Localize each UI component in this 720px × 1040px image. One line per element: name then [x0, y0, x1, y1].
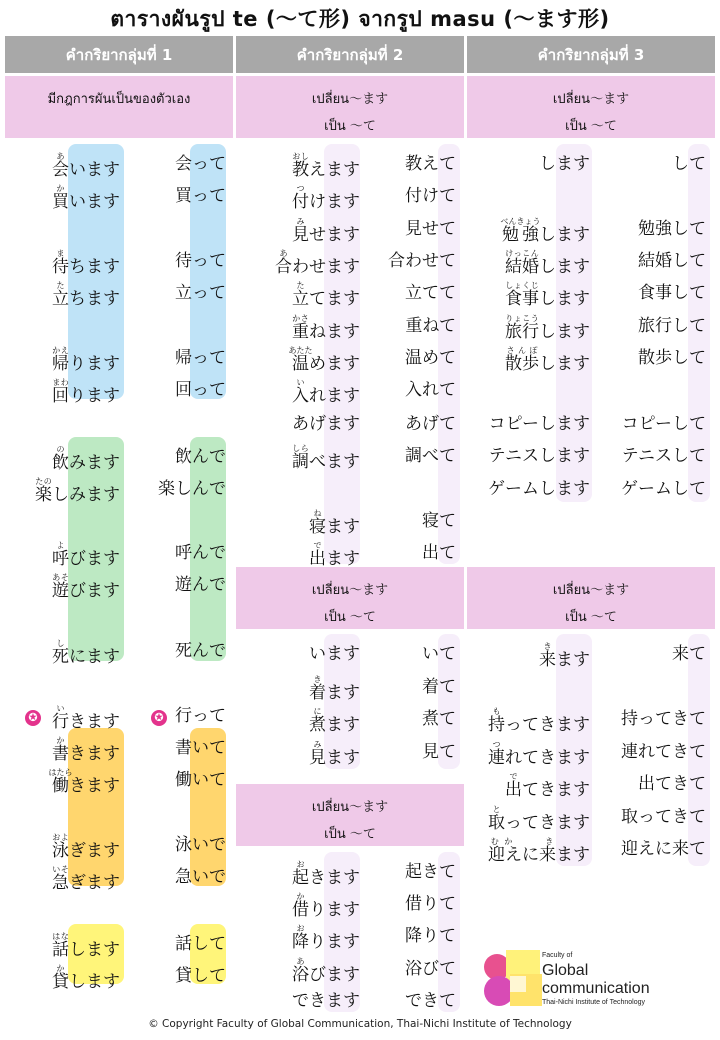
g2c-te-form: 浴びて [405, 959, 456, 979]
ruby-word: 死し [52, 639, 69, 667]
g1-te-form: 行って [175, 706, 226, 726]
g2-te-form: 出て [422, 543, 456, 563]
g3b-te-form: 連れてきて [621, 742, 706, 762]
g1-te-form: 立って [175, 283, 226, 303]
g1-masu-form: 話はなします [52, 932, 120, 960]
g2-te-form: 合わせて [388, 251, 456, 271]
g3-masu-form: 結婚けっこんします [505, 249, 590, 277]
g1-masu-form: 急いそぎます [52, 865, 120, 893]
furigana: し [52, 639, 69, 648]
ruby-word: 立た [292, 281, 309, 309]
ruby-word: 遊あそ [52, 573, 69, 601]
g1-te-form: 貸して [175, 966, 226, 986]
g3b-te-form: 取ってきて [621, 807, 706, 827]
ruby-word: 行い [52, 704, 69, 732]
g3-masu-form: 旅行りょこうします [505, 314, 590, 342]
ruby-word: 取と [488, 805, 505, 833]
g1-te-form: 泳いで [175, 835, 226, 855]
ruby-word: 寝ね [309, 509, 326, 537]
g2-te-form: 温めて [405, 348, 456, 368]
g3-te-form: 旅行して [638, 316, 706, 336]
ruby-word: 出で [309, 541, 326, 569]
furigana: み [292, 217, 309, 226]
g3-masu-form: 散歩さんぽします [505, 346, 590, 374]
group2-rule-line1: เปลี่ยน〜ます [311, 92, 389, 107]
ruby-word: 煮に [309, 707, 326, 735]
ruby-word: 持も [488, 707, 505, 735]
furigana: ね [309, 509, 326, 518]
group3-mid-line2: เป็น 〜て [565, 610, 617, 625]
g1-masu-form: 帰かえります [52, 346, 120, 374]
header-group-1 [5, 36, 233, 73]
furigana: あ [292, 957, 309, 966]
copyright-footer: © Copyright Faculty of Global Communication, Thai-Nichi Institute of Technology [148, 1018, 572, 1030]
furigana: か [52, 736, 69, 745]
ruby-word: 降お [292, 924, 309, 952]
furigana: か [52, 964, 69, 973]
furigana: い [292, 378, 309, 387]
group2-bottom-line2: เป็น 〜て [324, 827, 376, 842]
g2b-te-form: いて [422, 644, 456, 664]
logo-line2: communication [542, 980, 650, 997]
ruby-word: 貸か [52, 964, 69, 992]
g2-te-form: 寝て [422, 511, 456, 531]
g2-row [0, 533, 720, 569]
furigana: い [52, 704, 69, 713]
g3-masu-form: コピーします [488, 414, 590, 434]
g2c-te-form: できて [405, 991, 456, 1011]
furigana: りょこう [505, 314, 539, 323]
g3b-row [0, 829, 720, 865]
g3-row [0, 338, 720, 374]
furigana: た [52, 281, 69, 290]
ruby-word: 待ま [52, 249, 69, 277]
g3b-row [0, 699, 720, 735]
g3b-row [0, 797, 720, 833]
g3-te-form: 勉強して [638, 219, 706, 239]
ruby-word: 出で [505, 772, 522, 800]
g3b-te-form: 出てきて [638, 774, 706, 794]
ruby-word: 回まわ [52, 378, 69, 406]
g2-te-form: 入れて [405, 380, 456, 400]
g3-te-form: テニスして [621, 446, 706, 466]
furigana: かえ [52, 346, 69, 355]
furigana: つ [292, 184, 309, 193]
g2c-masu-form: 借かります [292, 892, 360, 920]
g2c-te-form: 降りて [405, 926, 456, 946]
g3-masu-form: テニスします [488, 446, 590, 466]
group2-rule-line2: เป็น 〜て [324, 119, 376, 134]
ruby-word: 帰かえ [52, 346, 69, 374]
furigana: み [309, 740, 326, 749]
ruby-word: 調しら [292, 444, 309, 472]
furigana: あたた [288, 346, 313, 355]
g2-masu-form: 見みせます [292, 217, 360, 245]
g3-masu-form: します [539, 154, 590, 174]
g2-masu-form: 入いれます [292, 378, 360, 406]
page-title: ตารางผันรูป te (〜て形) จากรูป masu (〜ます形) [110, 7, 610, 31]
g3b-masu-form: 来きます [539, 642, 590, 670]
logo-line3: Thai-Nichi Institute of Technology [542, 999, 645, 1006]
g2b-masu-form: います [309, 644, 360, 664]
ruby-word: 旅行りょこう [505, 314, 539, 342]
furigana: で [505, 772, 522, 781]
star-icon: ✪ [25, 710, 41, 726]
g3b-masu-form: 持もってきます [488, 707, 590, 735]
ruby-word: 合あ [275, 249, 292, 277]
group3-mid-line1: เปลี่ยน〜ます [552, 583, 630, 598]
g3-masu-form: ゲームします [488, 479, 590, 499]
star-icon: ✪ [151, 710, 167, 726]
g3-row [0, 241, 720, 277]
g3-te-form: 結婚して [638, 251, 706, 271]
header-group-2 [236, 36, 464, 73]
furigana: つ [488, 740, 505, 749]
faculty-logo [484, 950, 684, 1010]
g3-row [0, 469, 720, 501]
g1-te-form: 話して [175, 934, 226, 954]
ruby-word: 話はな [52, 932, 69, 960]
furigana: まわ [52, 378, 69, 387]
g1-masu-form: 遊あそびます [52, 573, 120, 601]
ruby-word: 起お [292, 860, 309, 888]
g2c-masu-form: 浴あびます [292, 957, 360, 985]
g2b-masu-form: 見みます [309, 740, 360, 768]
furigana: よ [52, 541, 69, 550]
furigana: およ [52, 833, 69, 842]
g2b-te-form: 見て [422, 742, 456, 762]
g2-masu-form: 温あたためます [288, 346, 360, 374]
furigana: さんぽ [505, 346, 539, 355]
g1-te-form: 待って [175, 251, 226, 271]
g3-masu-form: 勉強べんきょうします [500, 217, 590, 245]
ruby-word: 急いそ [52, 865, 69, 893]
furigana: も [488, 707, 505, 716]
header-group-3-label: คำกริยากลุ่มที่ 3 [537, 45, 645, 64]
ruby-word: 飲の [52, 445, 69, 473]
group2-mid-line2: เป็น 〜て [324, 610, 376, 625]
g2c-masu-form: できます [292, 991, 360, 1011]
g2c-row [0, 916, 720, 952]
g1-te-form: 働いて [175, 770, 226, 790]
g2-masu-form: 立たてます [292, 281, 360, 309]
g1-masu-form: 呼よびます [52, 541, 120, 569]
furigana: はな [52, 932, 69, 941]
g3-te-form: して [672, 154, 706, 174]
ruby-word: 買か [52, 184, 69, 212]
furigana: の [52, 445, 69, 454]
g1-masu-form: 飲のみます [52, 445, 120, 473]
g3b-te-form: 迎えに来て [621, 839, 706, 859]
g3b-row [0, 634, 720, 670]
g2-masu-form: 付つけます [292, 184, 360, 212]
furigana: で [309, 541, 326, 550]
g2-masu-form: 調しらべます [292, 444, 360, 472]
furigana: たの [35, 477, 52, 486]
furigana: お [292, 924, 309, 933]
g2-te-form: 付けて [405, 186, 456, 206]
g3b-masu-form: 連つれてきます [488, 740, 590, 768]
furigana: か [292, 892, 309, 901]
g1-te-form: 買って [175, 186, 226, 206]
furigana: けっこん [505, 249, 539, 258]
g2-row [0, 501, 720, 537]
ruby-word: 結婚けっこん [505, 249, 539, 277]
g1-masu-form: 死しにます [52, 639, 120, 667]
g3-row [0, 209, 720, 245]
ruby-word: 散歩さんぽ [505, 346, 539, 374]
logo-line1: Global [542, 962, 589, 979]
g1-te-form: 呼んで [175, 543, 226, 563]
group3-rule-line1: เปลี่ยน〜ます [552, 92, 630, 107]
g2b-masu-form: 煮にます [309, 707, 360, 735]
furigana: はたら [48, 768, 73, 777]
g1-masu-form: 働はたらきます [48, 768, 120, 796]
g1-masu-form: 泳およぎます [52, 833, 120, 861]
g3b-masu-form: 迎えに来むか きます [488, 837, 590, 865]
furigana: き [309, 675, 326, 684]
g1-te-form: 帰って [175, 348, 226, 368]
furigana: しら [292, 444, 309, 453]
ruby-word: 重かさ [292, 314, 309, 342]
header-group-3 [467, 36, 715, 73]
furigana: あ [52, 152, 69, 161]
logo-mark-icon [484, 950, 544, 1010]
ruby-word: 泳およ [52, 833, 69, 861]
g2-masu-form: 寝ねます [309, 509, 360, 537]
g1-te-form: 書いて [175, 738, 226, 758]
ruby-word: 勉強べんきょう [500, 217, 541, 245]
g2-masu-form: 教おしえます [292, 152, 360, 180]
ruby-word: 着き [309, 675, 326, 703]
g1-masu-form: 会あいます [52, 152, 120, 180]
g1-te-form: 楽しんで [158, 479, 226, 499]
g2-te-form: 立てて [405, 283, 456, 303]
furigana: あ [275, 249, 292, 258]
group3-rule-line2: เป็น 〜て [565, 119, 617, 134]
logo-small-text: Faculty of [542, 952, 573, 959]
g3b-masu-form: 出でてきます [505, 772, 590, 800]
g1-row [0, 565, 234, 601]
g3-row [0, 144, 720, 176]
g3-row [0, 273, 720, 309]
g3b-row [0, 764, 720, 800]
furigana: べんきょう [500, 217, 541, 226]
g3-row [0, 404, 720, 436]
furigana: に [309, 707, 326, 716]
header-group-1-label: คำกริยากลุ่มที่ 1 [65, 45, 173, 64]
g2-te-form: 調べて [405, 446, 456, 466]
ruby-word: 教おし [292, 152, 309, 180]
g2-te-form: 重ねて [405, 316, 456, 336]
furigana: おし [292, 152, 309, 161]
g2c-row [0, 884, 720, 920]
ruby-word: 浴あ [292, 957, 309, 985]
g1-te-form: 回って [175, 380, 226, 400]
ruby-word: 付つ [292, 184, 309, 212]
furigana: た [292, 281, 309, 290]
group2-bottom-line1: เปลี่ยน〜ます [311, 800, 389, 815]
furigana: き [539, 642, 556, 651]
g1-masu-form: 買かいます [52, 184, 120, 212]
ruby-word: 見み [309, 740, 326, 768]
g2-te-form: 見せて [405, 219, 456, 239]
g2b-row [0, 667, 720, 703]
group2-mid-line1: เปลี่ยน〜ます [311, 583, 389, 598]
ruby-word: 立た [52, 281, 69, 309]
ruby-word: 働はたら [48, 768, 73, 796]
g1-masu-form: 待まちます [52, 249, 120, 277]
g1-masu-form: 貸かします [52, 964, 120, 992]
ruby-word: 書か [52, 736, 69, 764]
furigana: いそ [52, 865, 69, 874]
g3-te-form: 食事して [638, 283, 706, 303]
g2-row [0, 176, 720, 212]
g2c-te-form: 借りて [405, 894, 456, 914]
ruby-word: 見み [292, 217, 309, 245]
ruby-word: 会あ [52, 152, 69, 180]
ruby-word: 連つ [488, 740, 505, 768]
g1-masu-form: 回まわります [52, 378, 120, 406]
g1-masu-form: 立たちます [52, 281, 120, 309]
furigana: お [292, 860, 309, 869]
g3-te-form: 散歩して [638, 348, 706, 368]
g3b-masu-form: 取とってきます [488, 805, 590, 833]
ruby-word: 呼よ [52, 541, 69, 569]
furigana: しょくじ [505, 281, 539, 290]
ruby-word: 借か [292, 892, 309, 920]
g2c-te-form: 起きて [405, 862, 456, 882]
furigana: か [52, 184, 69, 193]
furigana: ま [52, 249, 69, 258]
g1-masu-form: 楽たのしみます [35, 477, 120, 505]
ruby-word: 温あたた [288, 346, 313, 374]
g2-masu-form: 出でます [309, 541, 360, 569]
g3b-row [0, 732, 720, 768]
g3b-te-form: 持ってきて [621, 709, 706, 729]
g1-te-form: 飲んで [175, 447, 226, 467]
g2-masu-form: 重かさねます [292, 314, 360, 342]
g1-masu-form: 行いきます [52, 704, 120, 732]
furigana: あそ [52, 573, 69, 582]
g2-masu-form: あげます [292, 414, 360, 434]
g2b-masu-form: 着きます [309, 675, 360, 703]
group1-rule-text: มีกฎการผันเป็นของตัวเอง [47, 92, 191, 107]
g2c-masu-form: 起おきます [292, 860, 360, 888]
g3-masu-form: 食事しょくじします [505, 281, 590, 309]
g3-row [0, 436, 720, 468]
g2-row [0, 370, 720, 406]
g3-te-form: コピーして [621, 414, 706, 434]
furigana: と [488, 805, 505, 814]
g3b-te-form: 来て [672, 644, 706, 664]
g3-te-form: ゲームして [621, 479, 706, 499]
g2-te-form: 教えて [405, 154, 456, 174]
g1-te-form: 急いで [175, 867, 226, 887]
furigana: むか き [488, 837, 556, 846]
g1-te-form: 会って [175, 154, 226, 174]
g1-te-form: 遊んで [175, 575, 226, 595]
g1-masu-form: 書かきます [52, 736, 120, 764]
ruby-word: 迎えに来むか き [488, 837, 556, 865]
g2c-masu-form: 降おります [292, 924, 360, 952]
ruby-word: 楽たの [35, 477, 52, 505]
ruby-word: 来き [539, 642, 556, 670]
ruby-word: 食事しょくじ [505, 281, 539, 309]
ruby-word: 入い [292, 378, 309, 406]
g3-row [0, 306, 720, 342]
g2-te-form: あげて [405, 414, 456, 434]
g2-masu-form: 合あわせます [275, 249, 360, 277]
g2b-te-form: 着て [422, 677, 456, 697]
furigana: かさ [292, 314, 309, 323]
header-group-2-label: คำกริยากลุ่มที่ 2 [296, 45, 404, 64]
g2b-te-form: 煮て [422, 709, 456, 729]
g1-te-form: 死んで [175, 641, 226, 661]
